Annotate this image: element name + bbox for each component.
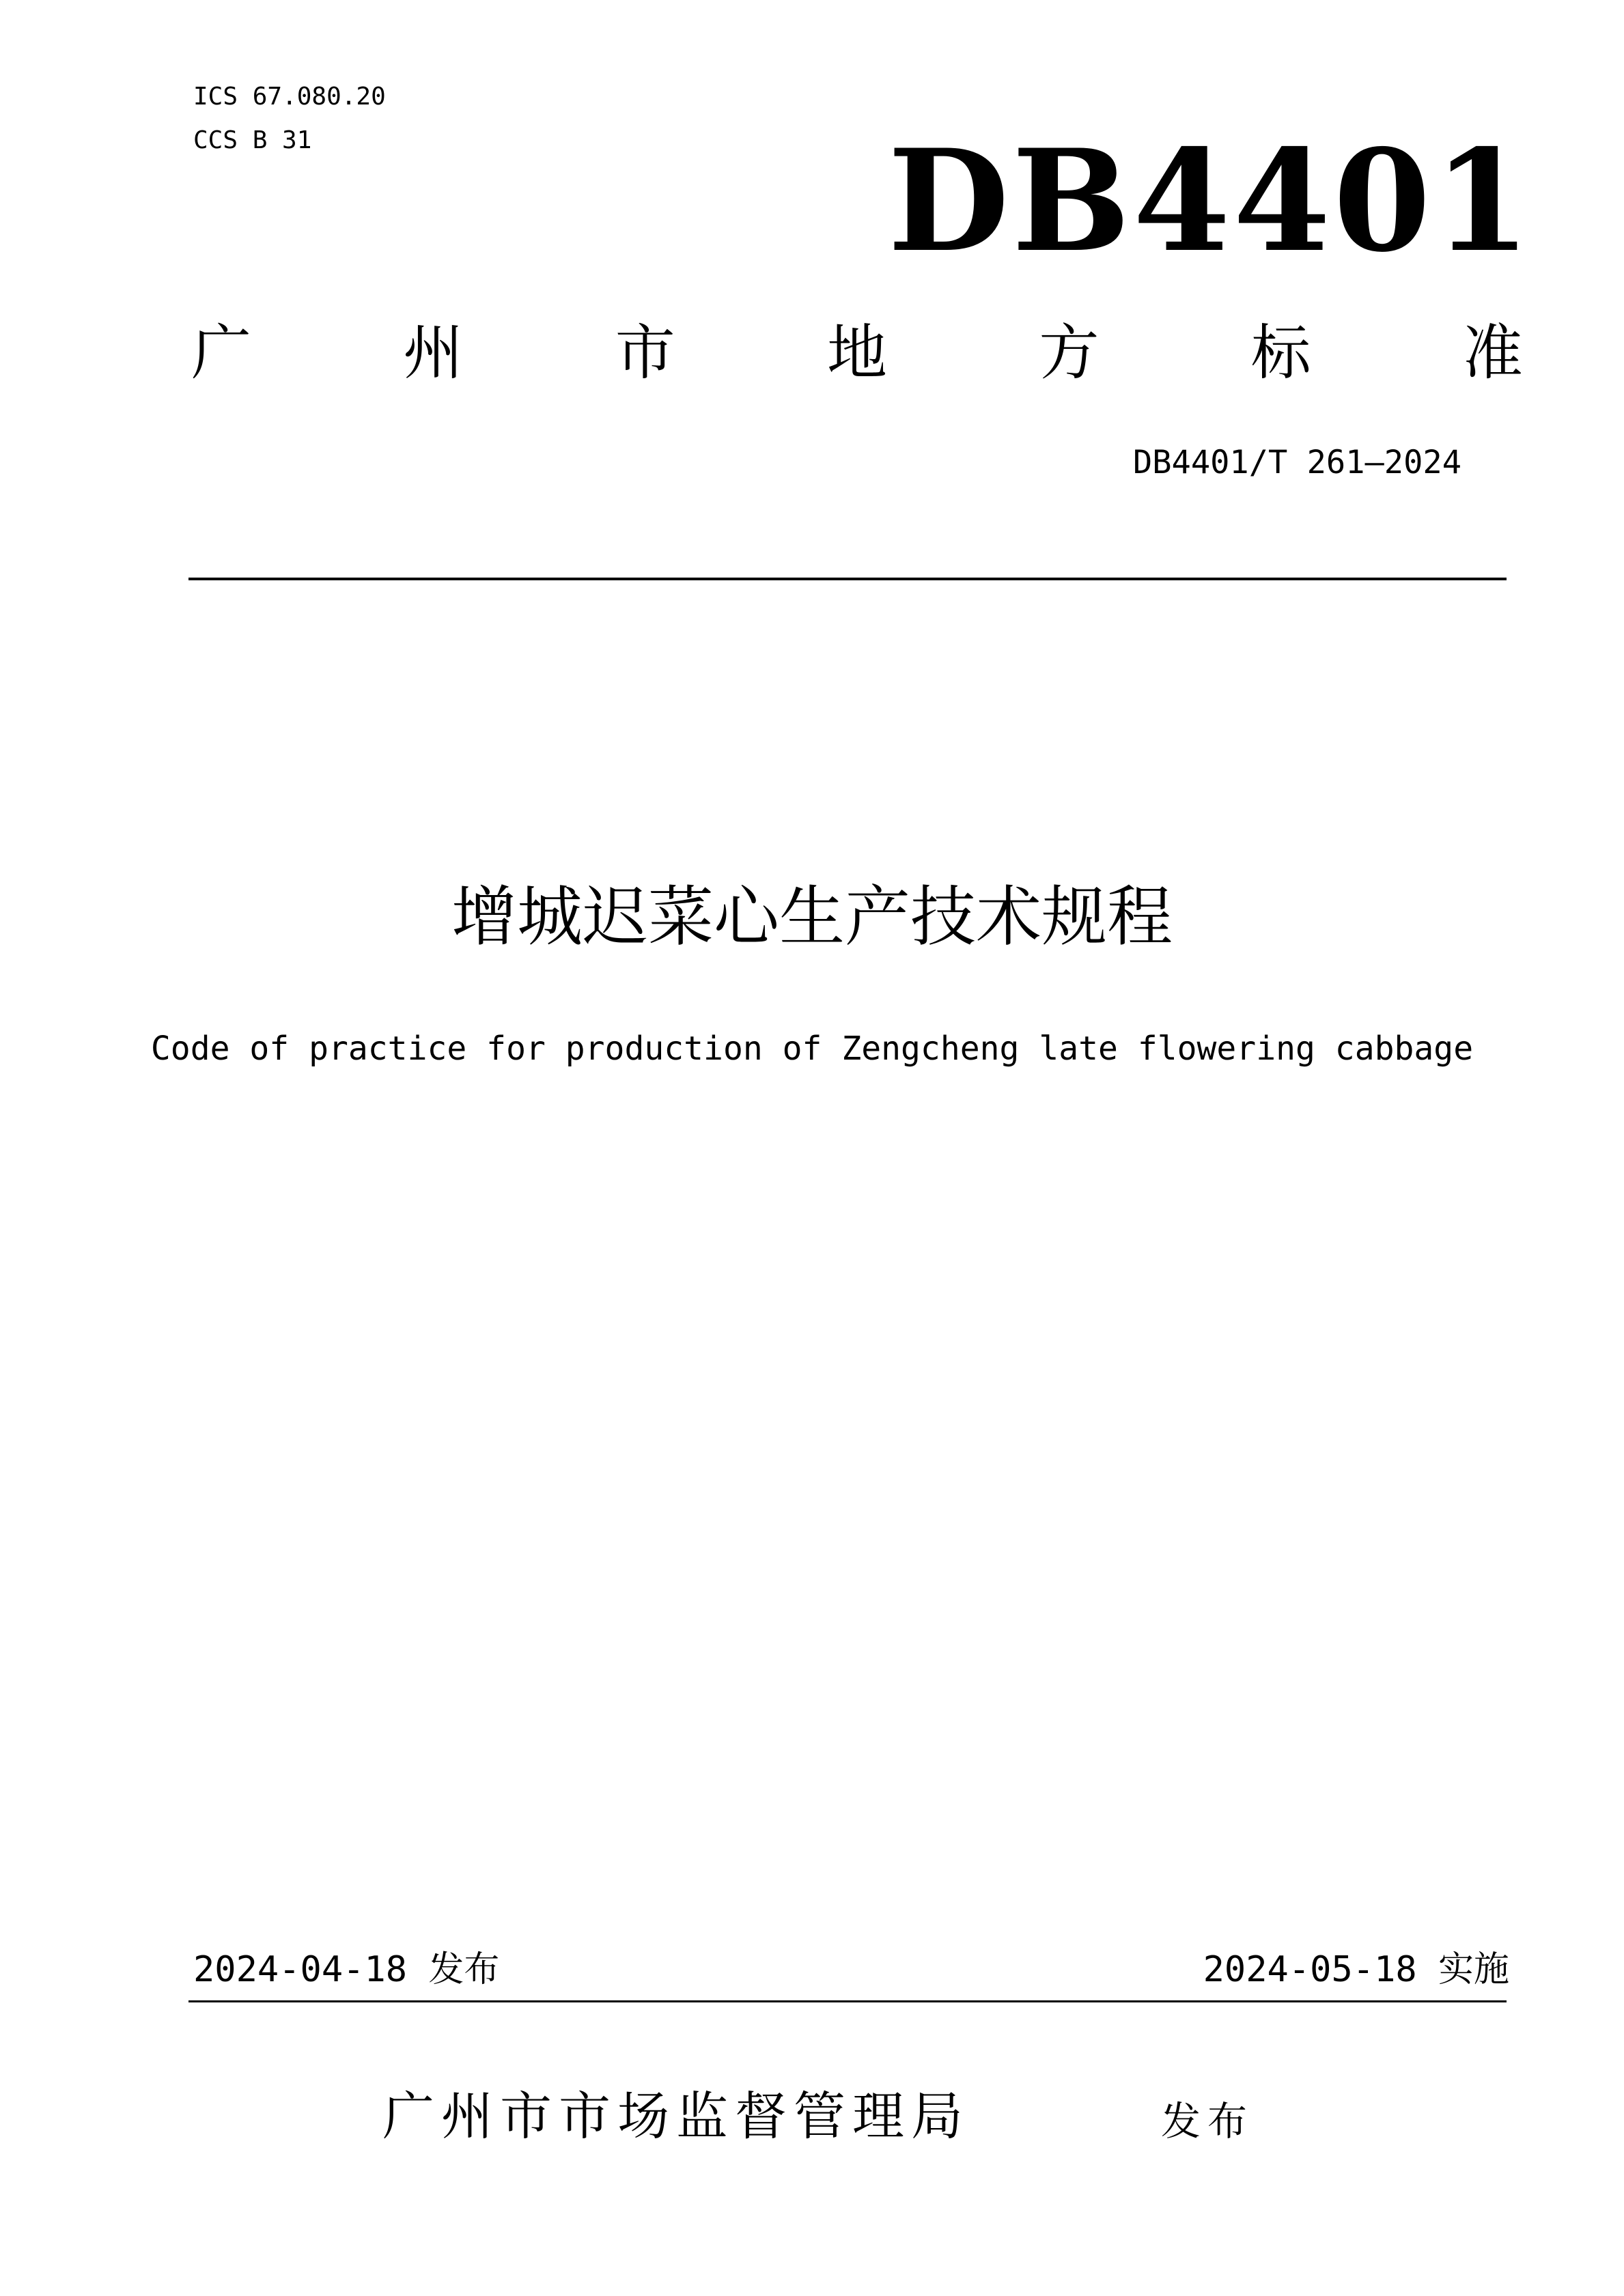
issue-date: 2024-04-18 发布 [193,1949,500,1990]
standard-kind-char: 地 [826,317,887,388]
ccs-code: CCS B 31 [193,126,312,154]
standard-kind-char: 方 [1039,317,1100,388]
standard-kind-char: 市 [615,317,675,388]
title-chinese: 增城迟菜心生产技术规程 [451,879,1173,955]
standard-kind-char: 准 [1462,317,1523,388]
bottom-divider [188,2000,1507,2002]
title-english: Code of practice for production of Zengcheng late flowering cabbage [150,1030,1474,1068]
standard-kind-char: 广 [191,317,252,388]
issuer-action: 发布 [1161,2098,1255,2144]
standard-code-logo: DB4401 [888,119,1534,283]
standard-number: DB4401/T 261—2024 [1132,444,1461,481]
top-divider [188,578,1507,580]
standard-kind-char: 州 [403,317,464,388]
issuer-name: 广州市市场监督管理局 [382,2086,970,2146]
standard-kind [191,315,1523,391]
implementation-date: 2024-05-18 实施 [1203,1949,1509,1990]
standard-kind-char: 标 [1250,317,1311,388]
ics-code: ICS 67.080.20 [193,83,386,111]
